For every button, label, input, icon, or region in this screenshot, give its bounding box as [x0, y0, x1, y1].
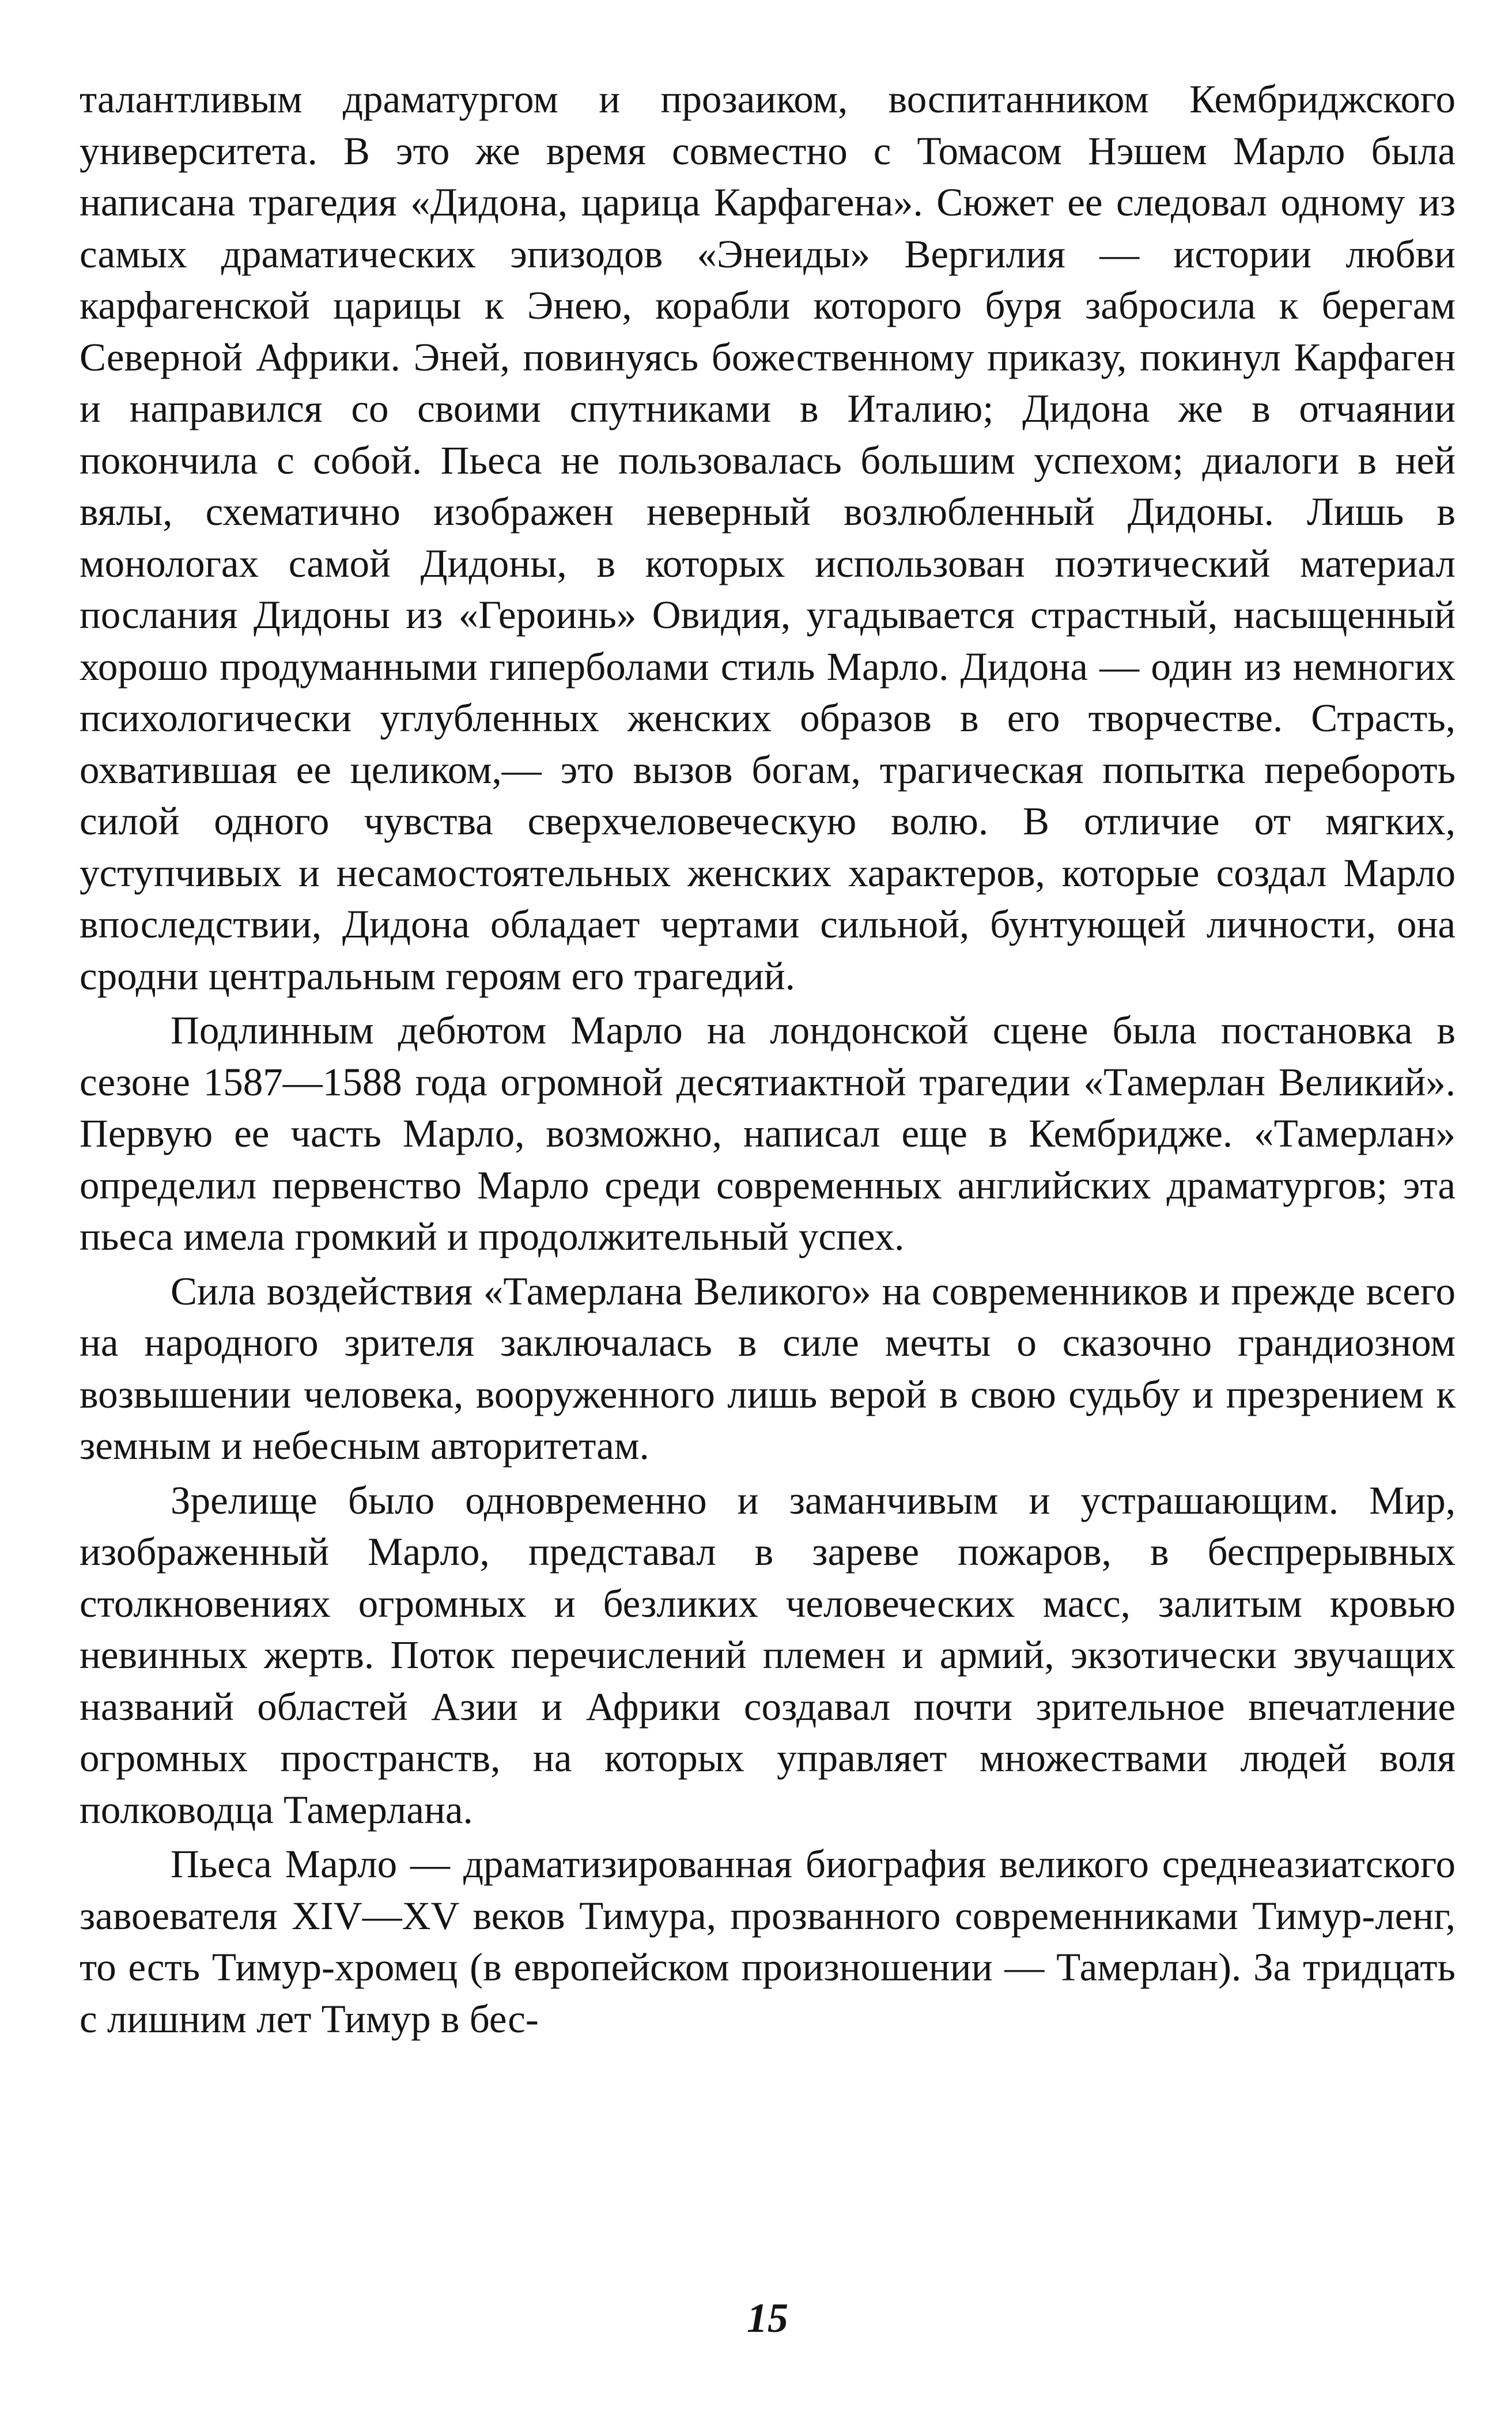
paragraph-biography: Пьеса Марло — драматизированная биография великого среднеазиатского завоевателя XIV—XV веков Тимура, прозванного современниками Тимур-ленг, то есть Тимур-хромец (в европейском произношении — Тамерлан). За тридцать с лишним лет Тимур в бес- [80, 1842, 1456, 2041]
paragraph-impact: Сила воздействия «Тамерлана Великого» на современников и прежде всего на народного зрителя заключалась в силе мечты о сказочно грандиозном возвышении человека, вооруженного лишь верой в свою судьбу и презрением к земным и небесным авторитетам. [80, 1269, 1456, 1468]
book-page [80, 74, 1456, 2390]
paragraph-debut: Подлинным дебютом Марло на лондонской сцене была постановка в сезоне 1587—1588 года огромной десятиактной трагедии «Тамерлан Великий». Первую ее часть Марло, возможно, написал еще в Кембридже. «Тамерлан» определил первенство Марло среди современных английских драматургов; эта пьеса имела громкий и продолжительный успех. [80, 1008, 1456, 1258]
paragraph-spectacle: Зрелище было одновременно и заманчивым и устрашающим. Мир, изображенный Марло, представал в зареве пожаров, в беспрерывных столкновениях огромных и безликих человеческих масс, залитым кровью невинных жертв. Поток перечислений племен и армий, экзотически звучащих названий областей Азии и Африки создавал почти зрительное впечатление огромных пространств, на которых управляет множествами людей воля полководца Тамерлана. [80, 1478, 1456, 1832]
page-number: 15 [747, 2295, 788, 2341]
paragraph-dido: талантливым драматургом и прозаиком, воспитанником Кембриджского университета. В это же время совместно с Томасом Нэшем Марло была написана трагедия «Дидона, царица Карфагена». Сюжет ее следовал одному из самых драматических эпизодов «Энеиды» Вергилия — истории любви карфагенской царицы к Энею, корабли которого буря забросила к берегам Северной Африки. Эней, повинуясь божественному приказу, покинул Карфаген и направился со своими спутниками в Италию; Дидона же в отчаянии покончила с собой. Пьеса не пользовалась большим успехом; диалоги в ней вялы, схематично изображен неверный возлюбленный Дидоны. Лишь в монологах самой Дидоны, в которых использован поэтический материал послания Дидоны из «Героинь» Овидия, угадывается страстный, насыщенный хорошо продуманными гиперболами стиль Марло. Дидона — один из немногих психологически углубленных женских образов в его творчестве. Страсть, охватившая ее целиком,— это вызов богам, трагическая попытка перебороть силой одного чувства сверхчеловеческую волю. В отличие от мягких, уступчивых и несамостоятельных женских характеров, которые создал Марло впоследствии, Дидона обладает чертами сильной, бунтующей личности, она сродни центральным героям его трагедий. [80, 77, 1456, 998]
